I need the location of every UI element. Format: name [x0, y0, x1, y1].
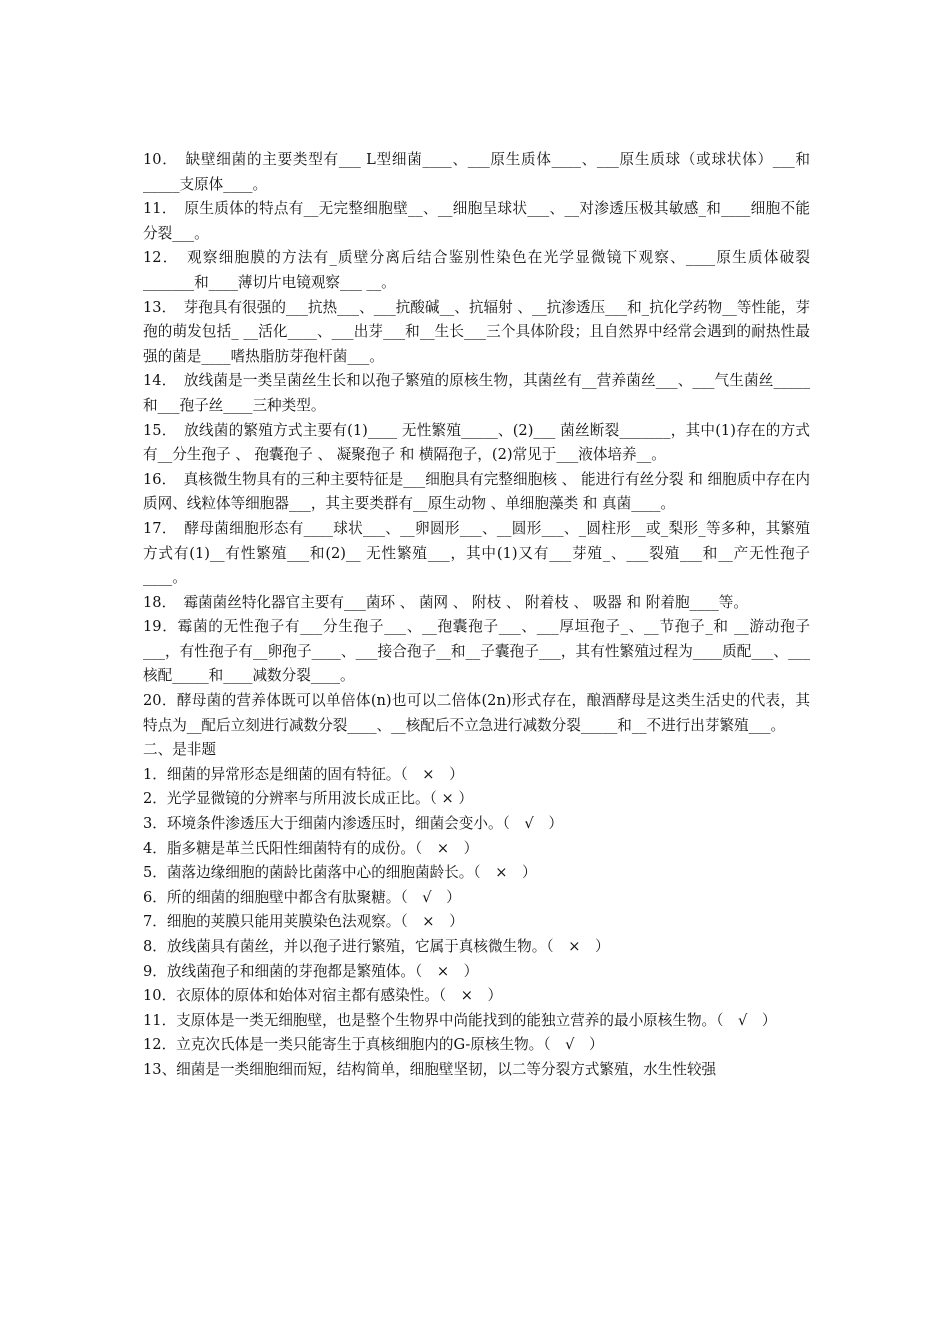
- tf-question-6: 6．所的细菌的细胞壁中都含有肽聚糖。（ √ ）: [143, 888, 461, 906]
- question-15: 15． 放线菌的繁殖方式主要有(1)____ 无性繁殖_____、(2)___ 菌丝断裂_______，其中(1)存在的方式有__分生孢子 、 孢囊孢子 、 凝聚孢子 和 横隔孢子，(2)常见于___液体培养__。: [143, 421, 810, 464]
- question-12: 12． 观察细胞膜的方法有_质壁分离后结合鉴别性染色在光学显微镜下观察、____原生质体破裂_______和____薄切片电镜观察___ __。: [143, 249, 810, 291]
- section-title: 二、是非题: [143, 741, 216, 759]
- tf-question-3: 3．环境条件渗透压大于细菌内渗透压时，细菌会变小。（ √ ）: [143, 815, 563, 833]
- tf-question-12: 12．立克次氏体是一类只能寄生于真核细胞内的G-原核生物。（ √ ）: [143, 1036, 604, 1054]
- tf-question-1: 1．细菌的异常形态是细菌的固有特征。（ × ）: [143, 765, 464, 783]
- tf-question-5: 5．菌落边缘细胞的菌龄比菌落中心的细胞菌龄长。（ × ）: [143, 864, 537, 882]
- tf-question-2: 2．光学显微镜的分辨率与所用波长成正比。（ × ）: [143, 790, 473, 808]
- tf-question-7: 7．细胞的荚膜只能用荚膜染色法观察。（ × ）: [143, 913, 464, 931]
- true-false-questions: [143, 763, 810, 1083]
- question-13: 13． 芽孢具有很强的___抗热___、___抗酸碱__、抗辐射 、__抗渗透压___和_抗化学药物__等性能，芽孢的萌发包括_ __活化____、___出芽___和__生长___三个具体阶段；且自然界中经常会遇到的耐热性最强的菌是____嗜热脂肪芽孢杆菌___。: [143, 298, 810, 365]
- tf-question-8: 8．放线菌具有菌丝，并以孢子进行繁殖，它属于真核微生物。（ × ）: [143, 938, 610, 955]
- question-19: 19．霉菌的无性孢子有___分生孢子___、__孢囊孢子___、___厚垣孢子_、__节孢子_和 __游动孢子___，有性孢子有__卵孢子____、___接合孢子__和__子囊孢子___，其有性繁殖过程为____质配___、___核配_____和____减数分裂____。: [143, 618, 810, 685]
- question-18: 18． 霉菌菌丝特化器官主要有___菌环 、 菌网 、 附枝 、 附着枝 、 吸器 和 附着胞____等。: [143, 593, 748, 611]
- fill-blank-questions: [143, 148, 810, 738]
- tf-question-11: 11．支原体是一类无细胞壁，也是整个生物界中尚能找到的能独立营养的最小原核生物。（ √ ）: [143, 1011, 777, 1029]
- tf-question-4: 4．脂多糖是革兰氏阳性细菌特有的成份。（ × ）: [143, 839, 479, 857]
- question-16: 16． 真核微生物具有的三种主要特征是___细胞具有完整细胞核 、 能进行有丝分裂 和 细胞质中存在内质网、线粒体等细胞器___，其主要类群有__原生动物 、单细胞藻类 和 真菌____。: [143, 470, 810, 513]
- question-11: 11． 原生质体的特点有__无完整细胞壁__、__细胞呈球状___、__对渗透压极其敏感_和____细胞不能分裂___。: [143, 200, 810, 242]
- tf-question-13: 13、细菌是一类细胞细而短，结构简单，细胞壁坚韧，以二等分裂方式繁殖，水生性较强: [143, 1060, 717, 1078]
- question-20: 20．酵母菌的营养体既可以单倍体(n)也可以二倍体(2n)形式存在，酿酒酵母是这类生活史的代表，其特点为__配后立刻进行减数分裂____、__核配后不立急进行减数分裂_____和__不进行出芽繁殖___。: [143, 692, 810, 734]
- question-14: 14． 放线菌是一类呈菌丝生长和以孢子繁殖的原核生物，其菌丝有__营养菌丝___、___气生菌丝_____和___孢子丝____三种类型。: [143, 372, 810, 414]
- tf-question-10: 10．衣原体的原体和始体对宿主都有感染性。（ × ）: [143, 987, 503, 1005]
- question-10: 10． 缺壁细菌的主要类型有___ L型细菌____、___原生质体____、___原生质球（或球状体）___和_____支原体____。: [143, 151, 810, 193]
- document-page: [143, 148, 810, 1083]
- question-17: 17． 酵母菌细胞形态有____球状___、__卵圆形___、__圆形___、_圆柱形__或_梨形_等多种，其繁殖方式有(1)__有性繁殖___和(2)__ 无性繁殖___，其中(1)又有___芽殖_、___裂殖___和__产无性孢子____。: [143, 519, 810, 587]
- tf-question-9: 9．放线菌孢子和细菌的芽孢都是繁殖体。（ × ）: [143, 962, 479, 980]
